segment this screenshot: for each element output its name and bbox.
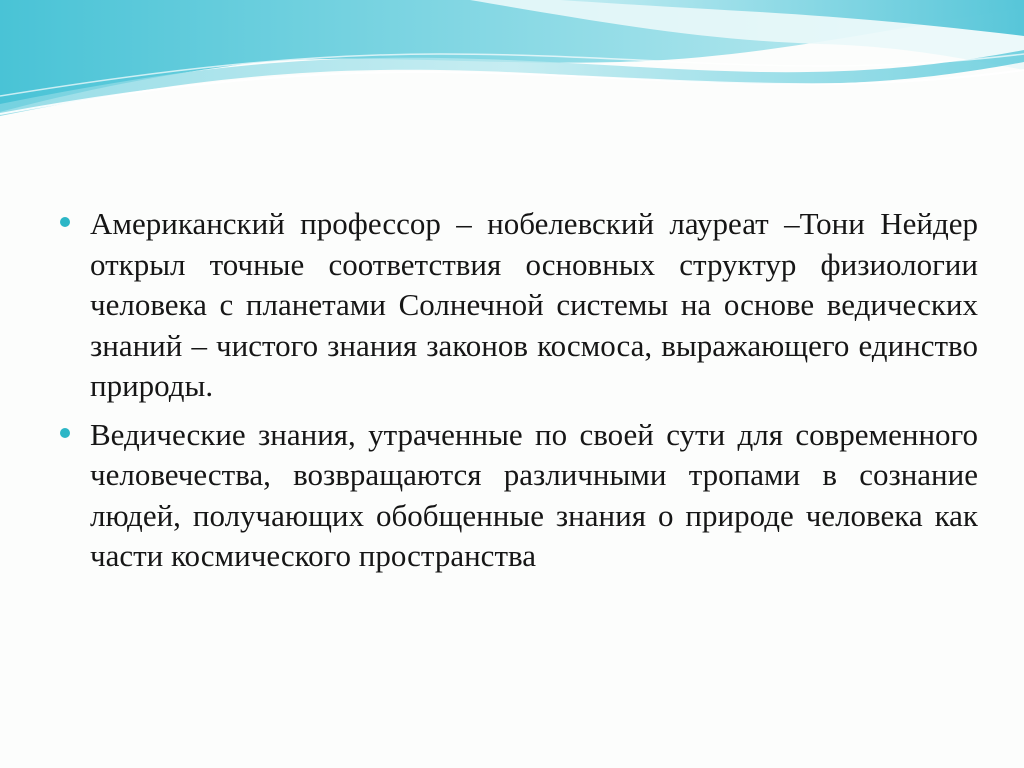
bullet-icon	[60, 428, 70, 438]
list-item	[60, 204, 978, 407]
list-item	[60, 415, 978, 577]
header-wave-decoration	[0, 0, 1024, 130]
bullet-list	[60, 204, 978, 585]
bullet-text: Американский профессор – нобелевский лауреат –Тони Нейдер открыл точные соответствия основных структур физиологии человека с планетами Солнечной системы на основе ведических знаний – чистого знания законов космоса, выражающего единство природы.	[90, 206, 978, 403]
bullet-text: Ведические знания, утраченные по своей сути для современного человечества, возвращаются различными тропами в сознание людей, получающих обобщенные знания о природе человека как части космического пространства	[90, 416, 978, 573]
bullet-icon	[60, 217, 70, 227]
